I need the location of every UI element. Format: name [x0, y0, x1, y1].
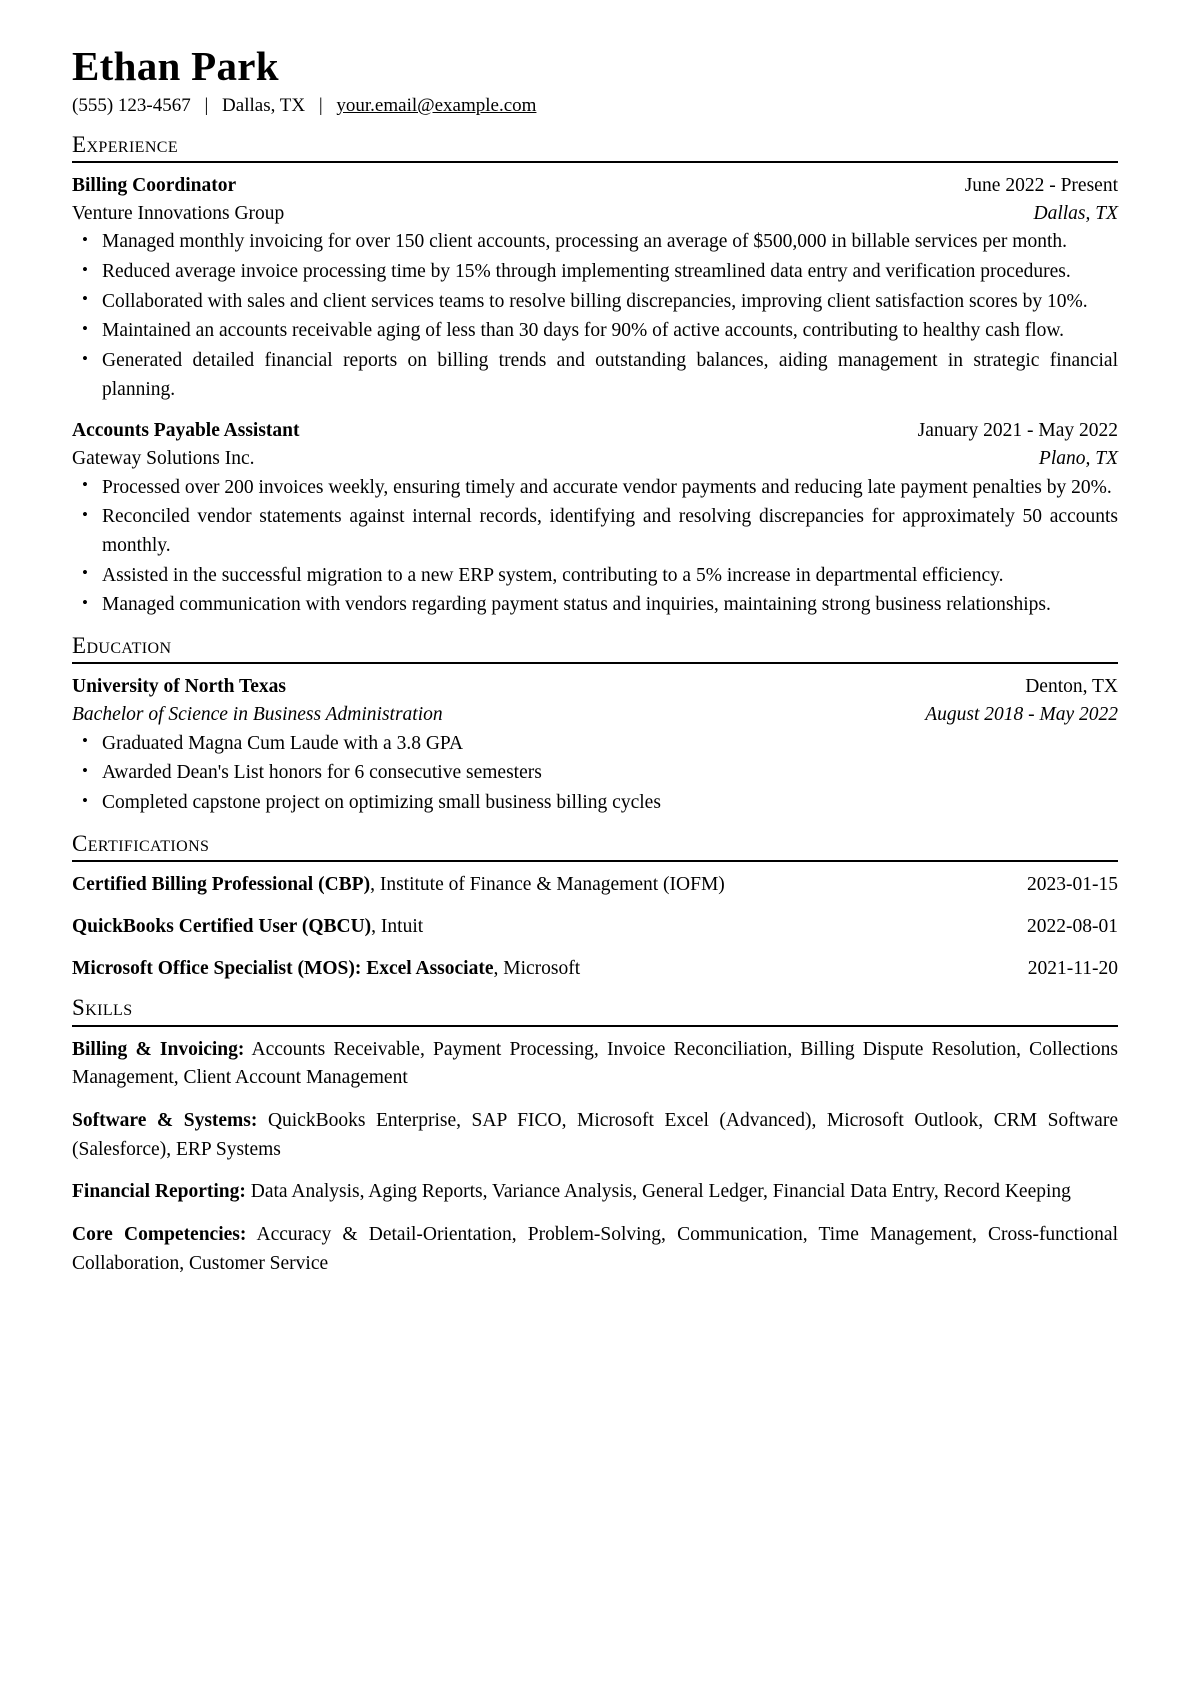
certification-name: Certified Billing Professional (CBP)	[72, 874, 371, 896]
bullet-text: • Reduced average invoice processing time by 15% through implementing streamlined data entry and verification procedures.	[102, 261, 1071, 283]
experience-entry-header	[72, 417, 1118, 445]
bullet-text: • Collaborated with sales and client services teams to resolve billing discrepancies, improving client satisfaction scores by 10%.	[102, 290, 1088, 312]
education-entry	[72, 673, 1118, 817]
section-certifications	[72, 831, 1118, 983]
phone-number: (555) 123-4567	[72, 94, 191, 116]
bullet-text: • Processed over 200 invoices weekly, ensuring timely and accurate vendor payments and reducing late payment penalties by 20%.	[102, 476, 1112, 498]
list-item	[72, 562, 1118, 591]
bullet-text: • Managed communication with vendors regarding payment status and inquiries, maintaining strong business relationships.	[102, 594, 1051, 616]
certification-issuer: , Intuit	[371, 915, 424, 937]
bullet-text: • Managed monthly invoicing for over 150 client accounts, processing an average of $500,000 in billable services per month.	[102, 231, 1067, 253]
list-item	[72, 503, 1118, 560]
list-item	[72, 347, 1118, 404]
bullet-text: • Awarded Dean's List honors for 6 consecutive semesters	[102, 762, 542, 784]
list-item	[72, 228, 1118, 257]
certification-date: 2022-08-01	[1027, 915, 1118, 937]
job-title: Accounts Payable Assistant	[72, 420, 300, 442]
job-bullet-list	[72, 228, 1118, 404]
skill-category: Core Competencies:	[72, 1224, 247, 1245]
bullet-text: • Completed capstone project on optimizing small business billing cycles	[102, 792, 661, 814]
education-entry-subheader	[72, 701, 1118, 729]
certification-date: 2023-01-15	[1027, 874, 1118, 896]
skill-items: Accuracy & Detail-Orientation, Problem-Solving, Communication, Time Management, Cross-functional Collaboration, Customer Service	[72, 1224, 1119, 1274]
contact-separator: |	[318, 94, 323, 116]
certification-row	[72, 871, 1118, 899]
skill-group	[72, 1107, 1118, 1164]
company-name: Venture Innovations Group	[72, 202, 285, 224]
certification-row	[72, 955, 1118, 983]
list-item	[72, 474, 1118, 503]
certification-main	[72, 913, 423, 941]
contact-separator: |	[204, 94, 209, 116]
job-location: Dallas, TX	[1033, 202, 1118, 224]
experience-entry-subheader	[72, 445, 1118, 473]
section-divider	[72, 662, 1118, 664]
skill-items: Accounts Receivable, Payment Processing, Invoice Reconciliation, Billing Dispute Resolution, Collections Management, Client Account Management	[72, 1038, 1119, 1089]
education-entry-header	[72, 673, 1118, 701]
skill-category: Software & Systems:	[72, 1110, 258, 1132]
skill-items: QuickBooks Enterprise, SAP FICO, Microsoft Excel (Advanced), Microsoft Outlook, CRM Software (Salesforce), ERP Systems	[72, 1110, 1118, 1160]
list-item	[72, 759, 1118, 788]
certification-row	[72, 913, 1118, 941]
job-title: Billing Coordinator	[72, 175, 237, 197]
candidate-name: Ethan Park	[72, 43, 279, 89]
section-heading-education: Education	[72, 633, 172, 658]
list-item	[72, 730, 1118, 759]
section-experience	[72, 132, 1118, 620]
bullet-text: • Generated detailed financial reports on billing trends and outstanding balances, aiding management in strategic financial planning.	[102, 350, 1118, 400]
contact-location: Dallas, TX	[222, 94, 306, 116]
education-dates: August 2018 - May 2022	[925, 704, 1118, 726]
list-item	[72, 288, 1118, 317]
experience-entry	[72, 172, 1118, 404]
job-dates: January 2021 - May 2022	[917, 420, 1118, 442]
job-location: Plano, TX	[1038, 448, 1118, 470]
email-link[interactable]: your.email@example.com	[336, 94, 537, 116]
experience-entry	[72, 417, 1118, 620]
company-name: Gateway Solutions Inc.	[72, 448, 255, 470]
skill-group	[72, 1221, 1118, 1278]
bullet-text: • Reconciled vendor statements against internal records, identifying and resolving discrepancies for approximately 50 accounts monthly.	[102, 506, 1118, 557]
section-divider	[72, 1025, 1118, 1027]
education-bullet-list	[72, 730, 1118, 818]
school-name: University of North Texas	[72, 676, 286, 698]
degree-name: Bachelor of Science in Business Administration	[72, 704, 443, 726]
job-bullet-list	[72, 474, 1118, 620]
bullet-text: • Maintained an accounts receivable aging of less than 30 days for 90% of active accounts, contributing to healthy cash flow.	[102, 320, 1065, 342]
certification-date: 2021-11-20	[1027, 957, 1118, 979]
section-heading-skills: Skills	[72, 995, 133, 1021]
certification-issuer: , Microsoft	[493, 957, 581, 979]
section-heading-certifications: Certifications	[72, 830, 210, 856]
resume-header	[72, 44, 1118, 119]
experience-entry-subheader	[72, 200, 1118, 228]
experience-entry-header	[72, 172, 1118, 200]
section-education	[72, 633, 1118, 818]
skill-group	[72, 1036, 1118, 1093]
section-heading-experience: Experience	[72, 131, 179, 157]
skill-group	[72, 1178, 1118, 1207]
certification-main	[72, 955, 580, 983]
list-item	[72, 789, 1118, 818]
section-divider	[72, 161, 1118, 163]
bullet-text: • Graduated Magna Cum Laude with a 3.8 GPA	[102, 732, 464, 754]
list-item	[72, 258, 1118, 287]
skill-category: Billing & Invoicing:	[72, 1038, 245, 1060]
certification-name: Microsoft Office Specialist (MOS): Excel Associate	[72, 957, 494, 979]
job-dates: June 2022 - Present	[964, 175, 1118, 197]
certification-issuer: , Institute of Finance & Management (IOFM)	[370, 874, 725, 896]
list-item	[72, 591, 1118, 620]
skill-category: Financial Reporting:	[72, 1181, 246, 1203]
section-divider	[72, 860, 1118, 862]
list-item	[72, 317, 1118, 346]
section-skills	[72, 995, 1118, 1278]
certification-name: QuickBooks Certified User (QBCU)	[72, 915, 372, 937]
bullet-text: • Assisted in the successful migration to a new ERP system, contributing to a 5% increase in departmental efficiency.	[102, 564, 1004, 586]
certification-main	[72, 871, 725, 899]
school-location: Denton, TX	[1025, 676, 1118, 698]
contact-line	[72, 94, 1118, 119]
skill-items: Data Analysis, Aging Reports, Variance Analysis, General Ledger, Financial Data Entry, Record Keeping	[245, 1181, 1071, 1203]
